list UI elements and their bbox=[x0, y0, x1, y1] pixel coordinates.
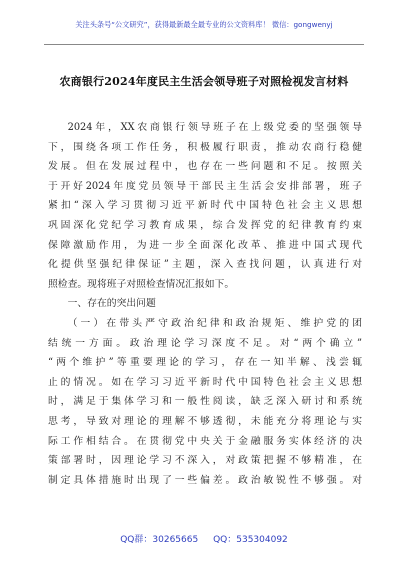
header-banner: 关注头条号“公文研究”，获得最新最全最专业的公文资料库！ 微信：gongwenyj bbox=[75, 20, 333, 29]
text-line: 保障激励作用，为进一步全面深化改革、推进中国式现代 bbox=[48, 239, 362, 251]
text-line: 时，满足于集体学习和一般性阅读，缺乏深入研讨和系统 bbox=[48, 396, 362, 408]
text-line: 紧扣“深入学习贯彻习近平新时代中国特色社会主义思想 bbox=[48, 200, 362, 212]
text-line: 止的情况。如在学习习近平新时代中国特色社会主义思想 bbox=[48, 376, 362, 388]
text-line: 结统一方面。政治理论学习深度不足。对“两个确立” bbox=[48, 337, 362, 349]
text-line: 照检查。现将班子对照检查情况汇报如下。 bbox=[48, 278, 235, 290]
text-line: 于开好2024年度党员领导干部民主生活会安排部署，班子 bbox=[48, 180, 362, 192]
footer-contact bbox=[0, 532, 408, 545]
paragraph-problems bbox=[48, 314, 362, 490]
text-line: 下，围绕各项工作任务，积极履行职责，推动农商行稳健 bbox=[48, 141, 362, 153]
document-title: 农商银行2024年度民主生活会领导班子对照检视发言材料 bbox=[59, 75, 349, 88]
text-line: 际工作相结合。在贯彻党中央关于金融服务实体经济的决 bbox=[48, 435, 362, 447]
footer-qq-number: QQ：535304092 bbox=[213, 535, 288, 545]
document-body bbox=[48, 118, 362, 490]
text-line: 制定具体措施时出现了一些偏差。政治敏锐性不够强。对 bbox=[48, 474, 362, 486]
text-line: 2024年，XX农商银行领导班子在上级党委的坚强领导 bbox=[67, 122, 362, 133]
text-line: （一）在带头严守政治纪律和政治规矩、维护党的团 bbox=[67, 317, 362, 329]
text-line: 策部署时，因理论学习不深入，对政策把握不够精准，在 bbox=[48, 455, 362, 467]
text-line: 一、存在的突出问题 bbox=[67, 298, 156, 310]
text-line: “两个维护”等重要理论的学习，存在一知半解、浅尝辄 bbox=[48, 357, 362, 369]
header-divider bbox=[44, 44, 364, 45]
footer-qq-group: QQ群：30265665 bbox=[120, 535, 199, 545]
text-line: 思考，导致对理论的理解不够透彻，未能充分将理论与实 bbox=[48, 415, 362, 427]
paragraph-intro bbox=[48, 118, 362, 294]
text-line: 化提供坚强纪律保证”主题，深入查找问题，认真进行对 bbox=[48, 259, 362, 271]
text-line: 发展。但在发展过程中，也存在一些问题和不足。按照关 bbox=[48, 161, 362, 173]
section-heading bbox=[48, 294, 362, 314]
text-line: 巩固深化党纪学习教育成果，综合发挥党的纪律教育约束 bbox=[48, 219, 362, 231]
